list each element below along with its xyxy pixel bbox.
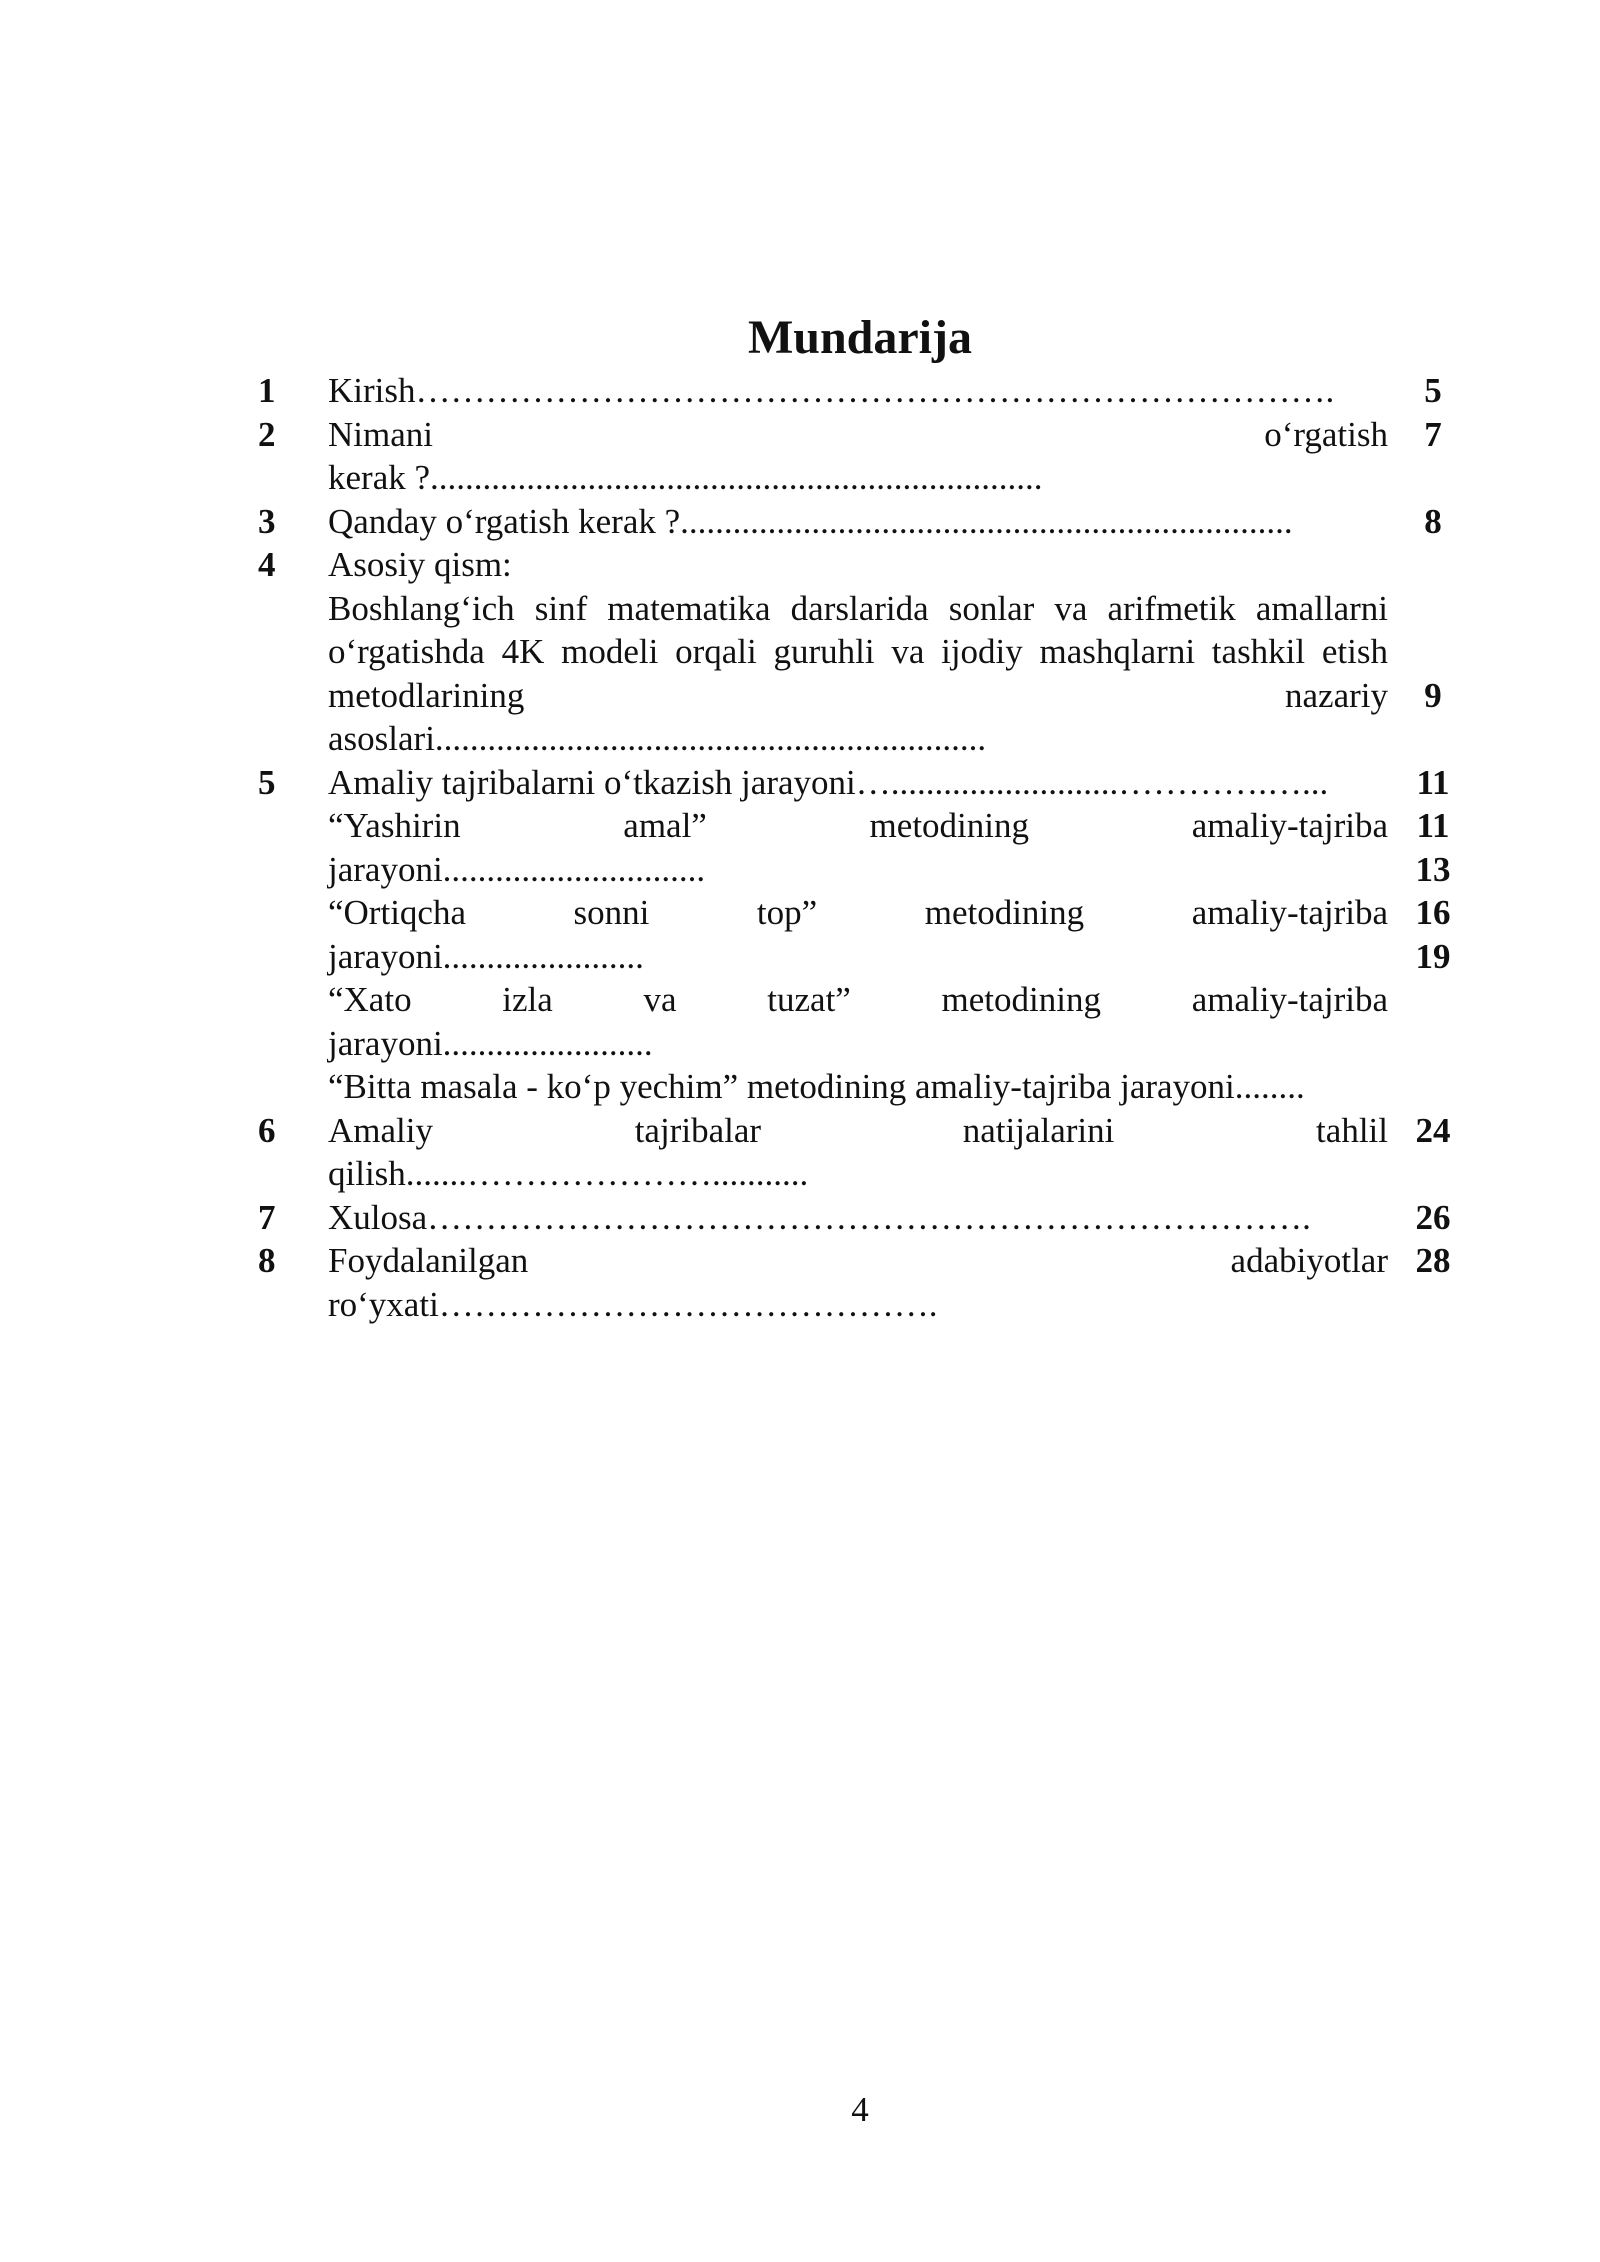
toc-entry-line: “Yashirin amal” metodining amaliy-tajriba (328, 806, 1388, 845)
toc-entry-title (328, 1239, 1388, 1326)
toc-page-number: 13 (1415, 849, 1451, 889)
toc-entry-line: Xulosa…………………………………………………………………. (328, 1197, 1311, 1237)
page-number: 4 (851, 2090, 869, 2129)
toc-entry-line: ro‘yxati……………………………………. (328, 1284, 938, 1324)
toc-entry (258, 1239, 1478, 1326)
toc-entry-line: Foydalanilgan adabiyotlar (328, 1241, 1388, 1280)
toc-entry-pages (1388, 500, 1478, 544)
page-title: Mundarija (747, 311, 972, 364)
toc-entry-line: jarayoni........................ (328, 1023, 653, 1063)
toc-entry-line: Nimani o‘rgatish (328, 414, 1388, 454)
toc-entry (258, 1109, 1478, 1196)
toc-entry-line: kerak ?...................................................................... (328, 458, 1043, 497)
toc-entry-number: 6 (258, 1110, 276, 1150)
toc-entry-number: 4 (258, 545, 276, 584)
toc-page-number: 28 (1415, 1241, 1451, 1280)
toc-page-number: 8 (1424, 501, 1442, 541)
toc-entry-title (328, 413, 1388, 500)
toc-entry-line: jarayoni....................... (328, 936, 644, 976)
toc-entry-title (328, 369, 1388, 413)
toc-entry-line: o‘rgatishda 4K modeli orqali guruhli va ijodiy mashqlarni tashkil etish (328, 632, 1388, 671)
toc-entry-line: Amaliy tajribalarni o‘tkazish jarayoni…..........................………….…... (328, 762, 1329, 802)
toc-entry-line: jarayoni.............................. (328, 849, 706, 889)
toc-entry-title (328, 543, 1388, 761)
toc-page-number (1388, 543, 1478, 587)
toc-entry (258, 761, 1478, 1109)
toc-entry-number: 3 (258, 501, 276, 541)
toc-entry-title (328, 1196, 1388, 1240)
toc-entry-pages (1388, 1109, 1478, 1196)
toc-page-number: 24 (1415, 1110, 1451, 1150)
toc-page-number (1388, 630, 1478, 674)
toc-entry-title (328, 761, 1388, 1109)
toc-entry (258, 413, 1478, 500)
toc-page-number: 5 (1424, 371, 1442, 410)
toc-entry-line: Qanday o‘rgatish kerak ?...................................................................... (328, 501, 1293, 541)
toc-entry (258, 1196, 1478, 1240)
toc-entry-line: metodlarining nazariy (328, 675, 1388, 715)
toc-entry-number: 1 (258, 371, 276, 410)
toc-page-number: 26 (1415, 1197, 1451, 1237)
toc-entry-pages (1388, 543, 1478, 761)
toc-page-number: 7 (1424, 414, 1442, 454)
toc-entry-line: “Xato izla va tuzat” metodining amaliy-tajriba (328, 980, 1388, 1019)
toc-entry-number: 7 (258, 1197, 276, 1237)
toc-entry-pages (1388, 369, 1478, 413)
toc-entry-line: Kirish……………………………………………………………………. (328, 371, 1335, 410)
toc-entry-line: qilish.......…………………........... (328, 1154, 809, 1193)
toc-entry (258, 543, 1478, 761)
table-of-contents (258, 369, 1478, 1326)
toc-page-number: 9 (1424, 675, 1442, 715)
toc-entry-pages (1388, 413, 1478, 500)
toc-entry-line: “Ortiqcha sonni top” metodining amaliy-tajriba (328, 893, 1388, 932)
toc-page-number: 11 (1416, 762, 1450, 802)
toc-entry-line: “Bitta masala - ko‘p yechim” metodining amaliy-tajriba jarayoni........ (328, 1067, 1305, 1106)
toc-page-number: 16 (1415, 893, 1451, 932)
toc-entry-pages (1388, 1239, 1478, 1326)
toc-entry-number: 5 (258, 762, 276, 802)
toc-entry-title (328, 1109, 1388, 1196)
toc-page-number: 11 (1416, 806, 1450, 845)
toc-page-number: 19 (1415, 936, 1451, 976)
toc-entry-line: asoslari............................................................... (328, 719, 987, 758)
toc-entry-number: 8 (258, 1241, 276, 1280)
toc-entry (258, 500, 1478, 544)
toc-page-number (1388, 587, 1478, 631)
toc-entry-pages (1388, 1196, 1478, 1240)
toc-entry-line: Boshlang‘ich sinf matematika darslarida sonlar va arifmetik amallarni (328, 588, 1388, 628)
toc-entry-title (328, 500, 1388, 544)
toc-entry-number: 2 (258, 414, 276, 454)
toc-entry-line: Amaliy tajribalar natijalarini tahlil (328, 1110, 1388, 1150)
toc-entry (258, 369, 1478, 413)
toc-entry-line: Asosiy qism: (328, 545, 512, 584)
toc-entry-pages (1388, 761, 1478, 1109)
